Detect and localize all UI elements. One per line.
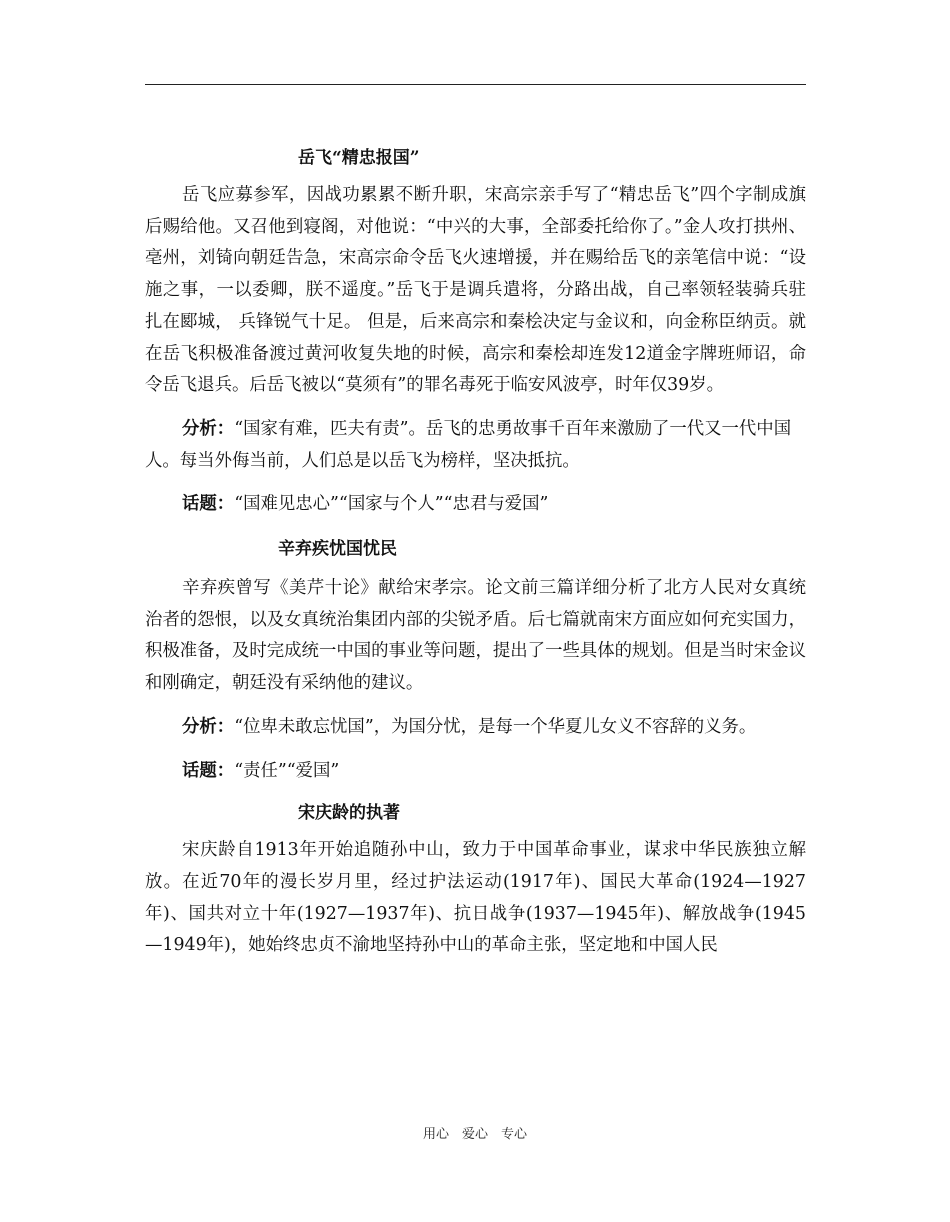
- section-title-yuefei: 岳飞“精忠报国”: [298, 148, 420, 168]
- topic-label: 话题：: [182, 494, 235, 515]
- topic-yuefei: [145, 489, 806, 521]
- section-body-songqingling: 宋庆龄自1913年开始追随孙中山，致力于中国革命事业，谋求中华民族独立解放。在近70年的漫长岁月里，经过护法运动(1917年)、国民大革命(1924—1927年)、国共对立十年(1927—1937年)、抗日战争(1937—1945年)、解放战争(1945—1949年)，她始终忠贞不渝地坚持孙中山的革命主张，坚定地和中国人民: [145, 840, 806, 956]
- analysis-label: 分析：: [182, 716, 235, 737]
- document-body: [145, 140, 806, 962]
- page-footer: 用心 爱心 专心: [422, 1127, 527, 1142]
- header-rule: [145, 84, 806, 85]
- analysis-text: “国家有难，匹夫有责”。岳飞的忠勇故事千百年来激励了一代又一代中国人。每当外侮当前，人们总是以岳飞为榜样，坚决抵抗。: [145, 418, 792, 471]
- analysis-yuefei: [145, 414, 806, 477]
- topic-text: “责任”“爱国”: [234, 760, 340, 781]
- topic-label: 话题：: [182, 760, 235, 781]
- section-title-xinqiji: 辛弃疾忧国忧民: [278, 539, 397, 560]
- analysis-xinqiji: [145, 712, 806, 744]
- section-body-xinqiji: 辛弃疾曾写《美芹十论》献给宋孝宗。论文前三篇详细分析了北方人民对女真统治者的怨恨，以及女真统治集团内部的尖锐矛盾。后七篇就南宋方面应如何充实国力，积极准备，及时完成统一中国的事业等问题，提出了一些具体的规划。但是当时宋金议和刚确定，朝廷没有采纳他的建议。: [145, 578, 806, 694]
- analysis-text: “位卑未敢忘忧国”，为国分忧，是每一个华夏儿女义不容辞的义务。: [234, 716, 757, 737]
- topic-xinqiji: [145, 756, 806, 788]
- topic-text: “国难见忠心”“国家与个人”“忠君与爱国”: [234, 494, 549, 515]
- analysis-label: 分析：: [182, 418, 235, 439]
- section-body-yuefei: 岳飞应募参军，因战功累累不断升职，宋高宗亲手写了“精忠岳飞”四个字制成旗后赐给他。又召他到寝阁，对他说：“中兴的大事，全部委托给你了。”金人攻打拱州、亳州，刘锜向朝廷告急，宋高宗命令岳飞火速增援，并在赐给岳飞的亲笔信中说：“设施之事，一以委卿，朕不遥度。”岳飞于是调兵遣将，分路出战，自己率领轻装骑兵驻扎在郾城， 兵锋锐气十足。 但是，后来高宗和秦桧决定与金议和，向金称臣纳贡。就在岳飞积极准备渡过黄河收复失地的时候，高宗和秦桧却连发12道金字牌班师诏，命令岳飞退兵。后岳飞被以“莫须有”的罪名毒死于临安风波亭，时年仅39岁。: [145, 185, 806, 396]
- section-title-songqingling: 宋庆龄的执著: [298, 803, 400, 824]
